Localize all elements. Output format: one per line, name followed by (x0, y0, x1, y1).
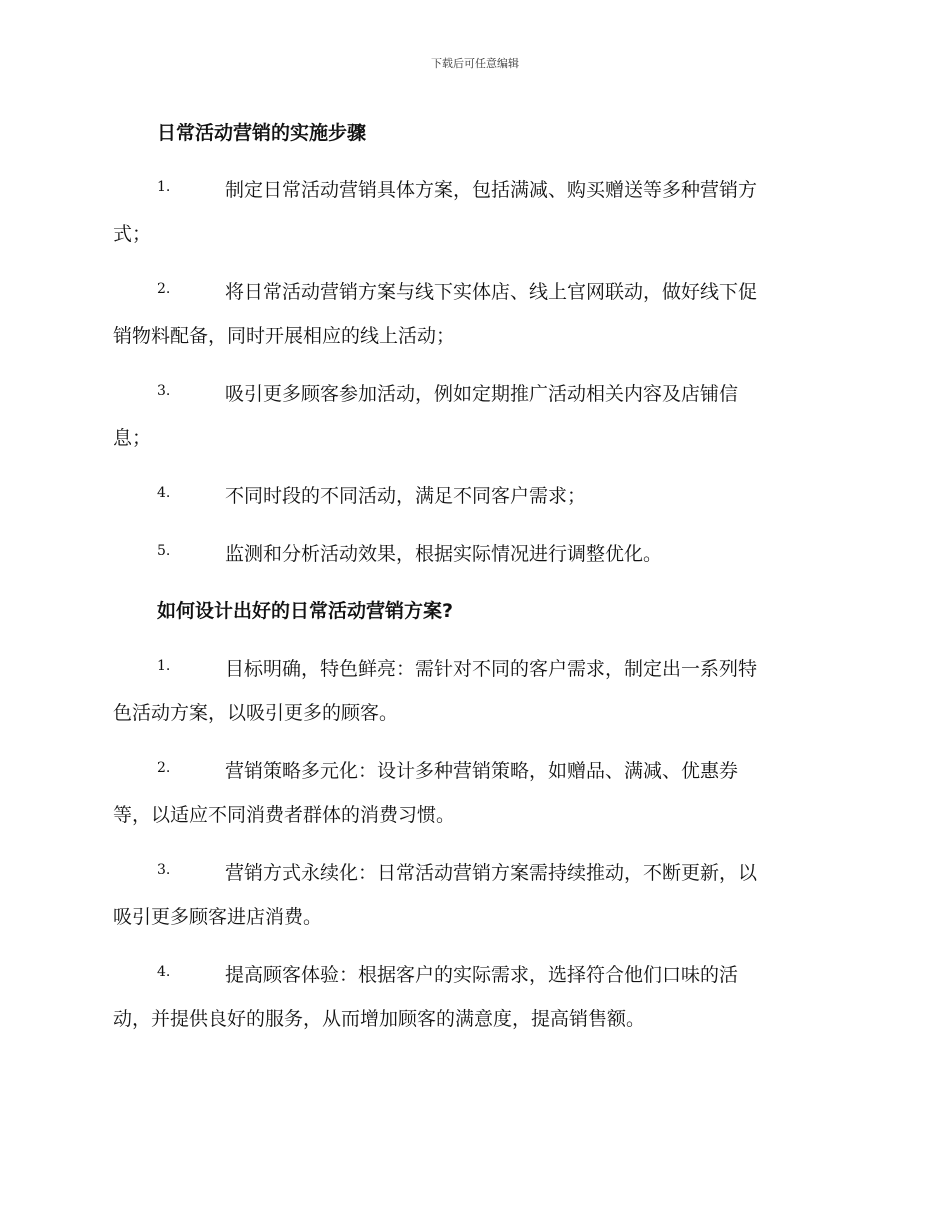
list-item-text: 制定日常活动营销具体方案，包括满减、购买赠送等多种营销方 (225, 179, 758, 201)
list-item-number: 3. (157, 383, 171, 399)
list-item-text: 营销策略多元化：设计多种营销策略，如赠品、满减、优惠券 (225, 760, 739, 782)
section-heading-design: 如何设计出好的日常活动营销方案? (157, 600, 454, 622)
list-item-number: 4. (157, 964, 171, 980)
list-item-text: 监测和分析活动效果，根据实际情况进行调整优化。 (225, 543, 663, 565)
list-item-text: 将日常活动营销方案与线下实体店、线上官网联动，做好线下促 (225, 281, 758, 303)
list-item-text-continued: 等，以适应不同消费者群体的消费习惯。 (113, 804, 456, 826)
list-item-number: 2. (157, 281, 171, 297)
list-item-text: 营销方式永续化：日常活动营销方案需持续推动，不断更新，以 (225, 862, 758, 884)
list-item-text-continued: 动，并提供良好的服务，从而增加顾客的满意度，提高销售额。 (113, 1008, 646, 1030)
list-item-text-continued: 色活动方案，以吸引更多的顾客。 (113, 702, 399, 724)
section-heading-steps: 日常活动营销的实施步骤 (157, 122, 367, 144)
list-item-text: 不同时段的不同活动，满足不同客户需求； (225, 485, 587, 507)
list-item-number: 2. (157, 760, 171, 776)
list-item-text: 目标明确，特色鲜亮：需针对不同的客户需求，制定出一系列特 (225, 658, 758, 680)
list-item-text-continued: 式； (113, 223, 152, 245)
list-item-number: 5. (157, 543, 171, 559)
page-header: 下载后可任意编辑 (431, 57, 519, 70)
list-item-number: 4. (157, 485, 171, 501)
list-item-text: 吸引更多顾客参加活动，例如定期推广活动相关内容及店铺信 (225, 383, 739, 405)
list-item-text-continued: 息； (113, 427, 152, 449)
list-item-number: 1. (157, 658, 171, 674)
list-item-number: 3. (157, 862, 171, 878)
list-item-text-continued: 吸引更多顾客进店消费。 (113, 906, 323, 928)
list-item-text: 提高顾客体验：根据客户的实际需求，选择符合他们口味的活 (225, 964, 739, 986)
list-item-text-continued: 销物料配备，同时开展相应的线上活动； (113, 325, 456, 347)
list-item-number: 1. (157, 179, 171, 195)
